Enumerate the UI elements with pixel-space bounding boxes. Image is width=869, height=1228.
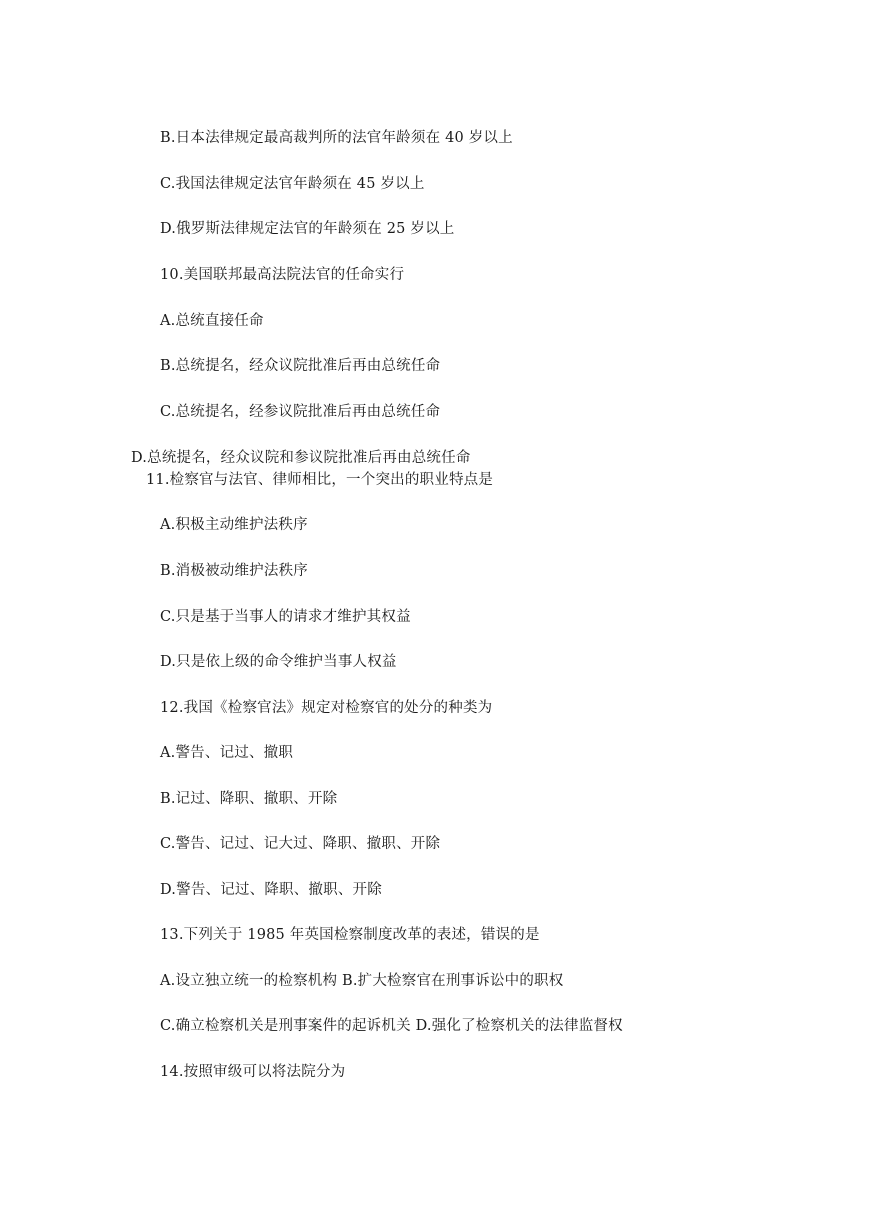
q10-option-b: B.总统提名，经众议院批准后再由总统任命 — [160, 358, 441, 374]
q10-option-c: C.总统提名，经参议院批准后再由总统任命 — [160, 404, 441, 420]
q14-question: 14.按照审级可以将法院分为 — [160, 1064, 346, 1080]
q12-option-d: D.警告、记过、降职、撤职、开除 — [160, 882, 382, 898]
q11-option-a: A.积极主动维护法秩序 — [160, 517, 308, 533]
q12-option-b: B.记过、降职、撤职、开除 — [160, 791, 338, 807]
q13-options-ab: A.设立独立统一的检察机构 B.扩大检察官在刑事诉讼中的职权 — [160, 973, 564, 989]
q9-option-d: D.俄罗斯法律规定法官的年龄须在 25 岁以上 — [160, 221, 455, 237]
q10-option-d: D.总统提名，经众议院和参议院批准后再由总统任命 — [131, 450, 471, 466]
q11-option-c: C.只是基于当事人的请求才维护其权益 — [160, 609, 411, 625]
q13-options-cd: C.确立检察机关是刑事案件的起诉机关 D.强化了检察机关的法律监督权 — [160, 1018, 623, 1034]
q11-question: 11.检察官与法官、律师相比，一个突出的职业特点是 — [146, 472, 494, 488]
q11-option-b: B.消极被动维护法秩序 — [160, 563, 308, 579]
q11-option-d: D.只是依上级的命令维护当事人权益 — [160, 654, 397, 670]
q10-question: 10.美国联邦最高法院法官的任命实行 — [160, 267, 405, 283]
q10-option-a: A.总统直接任命 — [160, 313, 264, 329]
q12-option-a: A.警告、记过、撤职 — [160, 745, 294, 761]
q13-question: 13.下列关于 1985 年英国检察制度改革的表述，错误的是 — [160, 927, 540, 943]
q12-question: 12.我国《检察官法》规定对检察官的处分的种类为 — [160, 700, 493, 716]
q9-option-b: B.日本法律规定最高裁判所的法官年龄须在 40 岁以上 — [160, 130, 513, 146]
q12-option-c: C.警告、记过、记大过、降职、撤职、开除 — [160, 836, 441, 852]
q9-option-c: C.我国法律规定法官年龄须在 45 岁以上 — [160, 176, 425, 192]
